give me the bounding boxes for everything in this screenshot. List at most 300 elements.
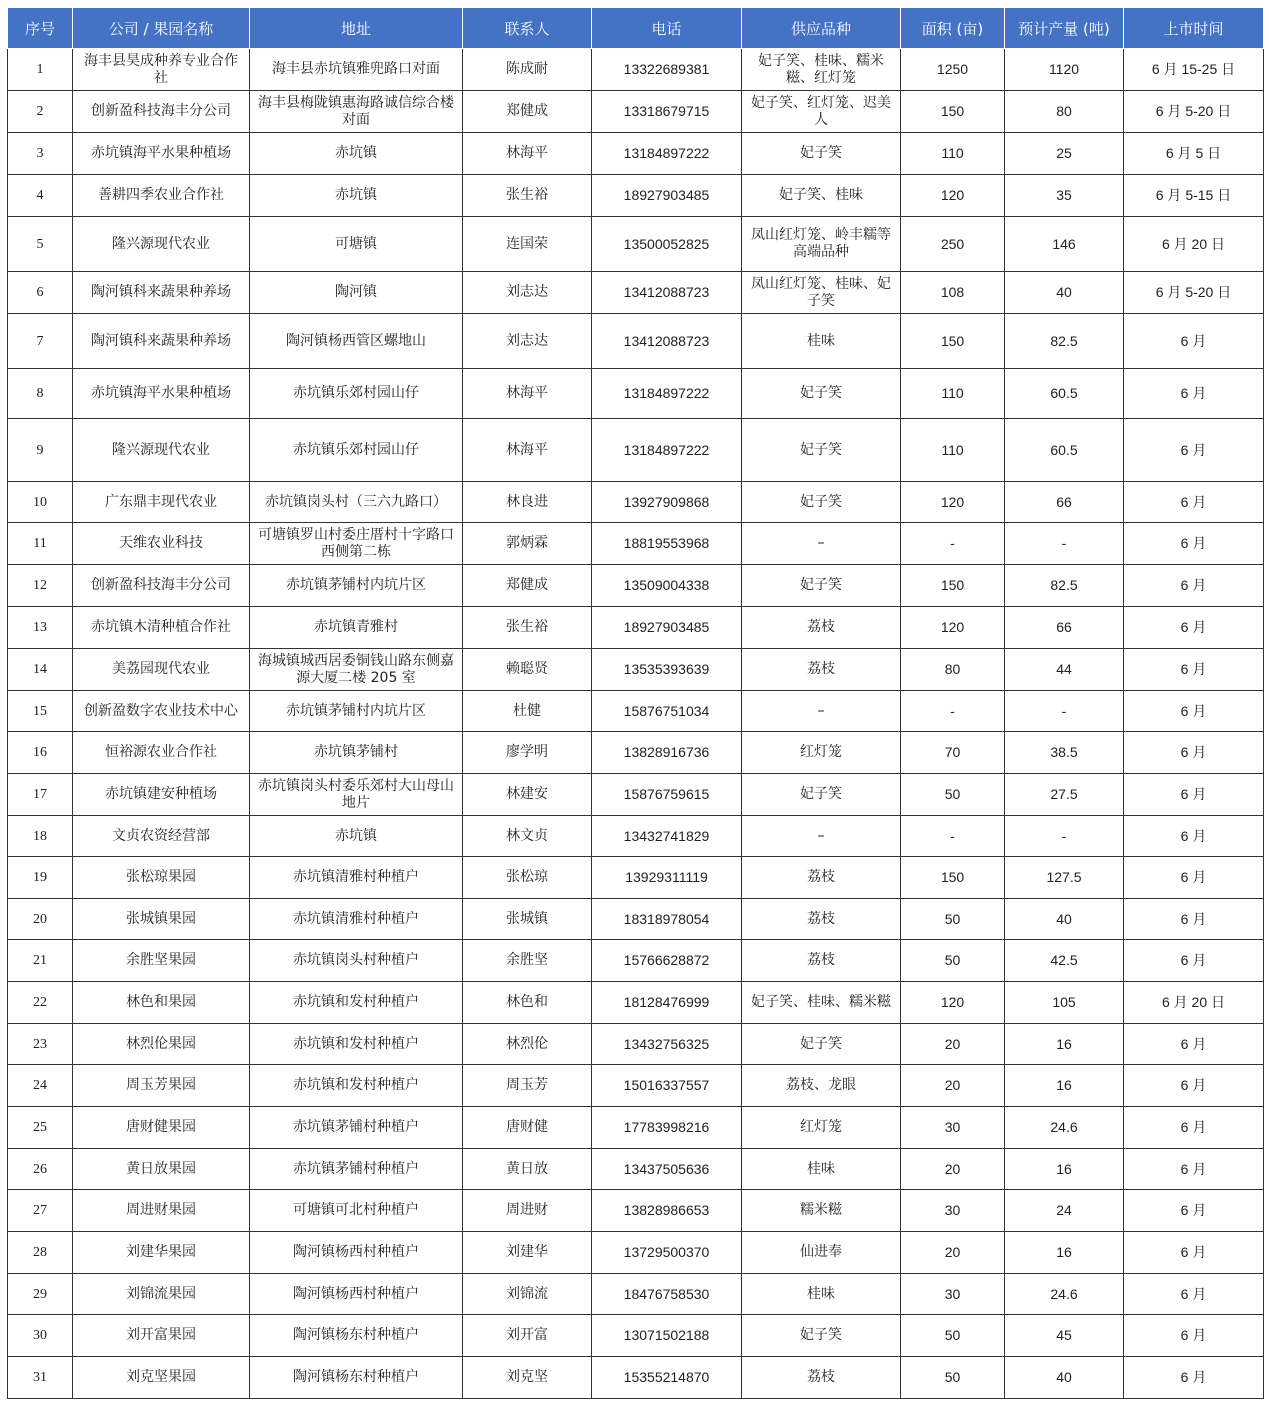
table-row xyxy=(8,982,1264,1024)
cell-phone: 15016337557 xyxy=(592,1065,742,1107)
cell-variety: 妃子笑、红灯笼、迟美人 xyxy=(742,91,901,133)
cell-area: 120 xyxy=(901,175,1005,217)
table-row xyxy=(8,91,1264,133)
cell-yield: 35 xyxy=(1005,175,1124,217)
cell-variety: 凤山红灯笼、桂味、妃子笑 xyxy=(742,272,901,314)
cell-yield: 66 xyxy=(1005,607,1124,649)
cell-address: 可塘镇可北村种植户 xyxy=(250,1190,463,1232)
cell-seq: 5 xyxy=(8,217,73,272)
cell-market-time: 6 月 xyxy=(1124,1190,1264,1232)
cell-address: 陶河镇杨西管区螺地山 xyxy=(250,314,463,369)
cell-variety: 桂味 xyxy=(742,314,901,369)
cell-phone: 18128476999 xyxy=(592,982,742,1024)
cell-contact: 刘开富 xyxy=(463,1315,592,1357)
cell-company: 善耕四季农业合作社 xyxy=(73,175,250,217)
cell-address: 陶河镇 xyxy=(250,272,463,314)
cell-yield: 105 xyxy=(1005,982,1124,1024)
cell-area: 120 xyxy=(901,607,1005,649)
cell-area: 80 xyxy=(901,649,1005,691)
cell-company: 赤坑镇海平水果种植场 xyxy=(73,369,250,419)
cell-phone: 13071502188 xyxy=(592,1315,742,1357)
cell-variety: 荔枝、龙眼 xyxy=(742,1065,901,1107)
table-row xyxy=(8,940,1264,982)
cell-phone: 13828916736 xyxy=(592,732,742,774)
cell-seq: 7 xyxy=(8,314,73,369)
cell-contact: 林海平 xyxy=(463,419,592,482)
cell-variety: – xyxy=(742,691,901,732)
table-row xyxy=(8,857,1264,899)
cell-seq: 17 xyxy=(8,774,73,816)
supplier-table xyxy=(7,7,1264,1399)
cell-company: 刘建华果园 xyxy=(73,1232,250,1274)
cell-variety: 糯米糍 xyxy=(742,1190,901,1232)
cell-yield: 60.5 xyxy=(1005,419,1124,482)
cell-company: 余胜坚果园 xyxy=(73,940,250,982)
cell-phone: 13322689381 xyxy=(592,49,742,91)
cell-area: 50 xyxy=(901,774,1005,816)
cell-address: 赤坑镇和发村种植户 xyxy=(250,982,463,1024)
table-row xyxy=(8,607,1264,649)
cell-market-time: 6 月 xyxy=(1124,523,1264,565)
cell-variety: 妃子笑 xyxy=(742,565,901,607)
cell-contact: 张松琼 xyxy=(463,857,592,899)
cell-company: 林色和果园 xyxy=(73,982,250,1024)
cell-area: 120 xyxy=(901,482,1005,523)
cell-yield: 40 xyxy=(1005,899,1124,940)
cell-phone: 13509004338 xyxy=(592,565,742,607)
cell-contact: 张生裕 xyxy=(463,175,592,217)
cell-seq: 30 xyxy=(8,1315,73,1357)
cell-market-time: 6 月 xyxy=(1124,1107,1264,1149)
cell-variety: – xyxy=(742,816,901,857)
table-row xyxy=(8,1149,1264,1190)
cell-variety: 荔枝 xyxy=(742,857,901,899)
cell-seq: 27 xyxy=(8,1190,73,1232)
cell-market-time: 6 月 xyxy=(1124,1274,1264,1315)
cell-variety: 妃子笑、桂味 xyxy=(742,175,901,217)
cell-yield: - xyxy=(1005,691,1124,732)
cell-seq: 6 xyxy=(8,272,73,314)
cell-address: 赤坑镇茅铺村内坑片区 xyxy=(250,565,463,607)
cell-phone: 18927903485 xyxy=(592,175,742,217)
cell-market-time: 6 月 xyxy=(1124,774,1264,816)
cell-yield: 127.5 xyxy=(1005,857,1124,899)
cell-phone: 13412088723 xyxy=(592,272,742,314)
cell-address: 海丰县梅陇镇惠海路诚信综合楼对面 xyxy=(250,91,463,133)
cell-contact: 刘克坚 xyxy=(463,1357,592,1399)
cell-address: 陶河镇杨西村种植户 xyxy=(250,1274,463,1315)
cell-variety: 凤山红灯笼、岭丰糯等高端品种 xyxy=(742,217,901,272)
cell-market-time: 6 月 15-25 日 xyxy=(1124,49,1264,91)
cell-company: 赤坑镇海平水果种植场 xyxy=(73,133,250,175)
cell-contact: 周进财 xyxy=(463,1190,592,1232)
cell-area: 120 xyxy=(901,982,1005,1024)
cell-address: 赤坑镇茅铺村种植户 xyxy=(250,1149,463,1190)
cell-area: 1250 xyxy=(901,49,1005,91)
cell-area: 50 xyxy=(901,899,1005,940)
cell-company: 恒裕源农业合作社 xyxy=(73,732,250,774)
cell-yield: 40 xyxy=(1005,272,1124,314)
cell-phone: 13184897222 xyxy=(592,369,742,419)
table-row xyxy=(8,1107,1264,1149)
cell-phone: 13437505636 xyxy=(592,1149,742,1190)
cell-phone: 13412088723 xyxy=(592,314,742,369)
cell-phone: 18819553968 xyxy=(592,523,742,565)
cell-phone: 13184897222 xyxy=(592,419,742,482)
cell-variety: 妃子笑 xyxy=(742,774,901,816)
cell-variety: 荔枝 xyxy=(742,607,901,649)
table-row xyxy=(8,217,1264,272)
cell-company: 海丰县昊成种养专业合作社 xyxy=(73,49,250,91)
cell-contact: 连国荣 xyxy=(463,217,592,272)
cell-yield: - xyxy=(1005,816,1124,857)
cell-market-time: 6 月 xyxy=(1124,1024,1264,1065)
cell-market-time: 6 月 xyxy=(1124,732,1264,774)
cell-address: 陶河镇杨东村种植户 xyxy=(250,1357,463,1399)
cell-contact: 郭炳霖 xyxy=(463,523,592,565)
cell-variety: 妃子笑 xyxy=(742,133,901,175)
cell-yield: 24.6 xyxy=(1005,1107,1124,1149)
cell-address: 赤坑镇乐郊村园山仔 xyxy=(250,369,463,419)
cell-seq: 26 xyxy=(8,1149,73,1190)
table-row xyxy=(8,732,1264,774)
cell-yield: 66 xyxy=(1005,482,1124,523)
table-body xyxy=(8,49,1264,1399)
cell-market-time: 6 月 xyxy=(1124,1149,1264,1190)
cell-address: 赤坑镇清雅村种植户 xyxy=(250,857,463,899)
cell-area: 70 xyxy=(901,732,1005,774)
cell-address: 赤坑镇和发村种植户 xyxy=(250,1024,463,1065)
cell-area: 108 xyxy=(901,272,1005,314)
cell-area: 110 xyxy=(901,419,1005,482)
cell-seq: 16 xyxy=(8,732,73,774)
header-market-time: 上市时间 xyxy=(1124,8,1264,49)
cell-address: 赤坑镇 xyxy=(250,133,463,175)
cell-variety: 红灯笼 xyxy=(742,1107,901,1149)
cell-market-time: 6 月 20 日 xyxy=(1124,982,1264,1024)
cell-phone: 13828986653 xyxy=(592,1190,742,1232)
cell-address: 可塘镇 xyxy=(250,217,463,272)
cell-market-time: 6 月 xyxy=(1124,1357,1264,1399)
cell-contact: 廖学明 xyxy=(463,732,592,774)
header-seq: 序号 xyxy=(8,8,73,49)
cell-variety: 妃子笑、桂味、糯米糍 xyxy=(742,982,901,1024)
cell-market-time: 6 月 5-20 日 xyxy=(1124,91,1264,133)
cell-address: 赤坑镇茅铺村 xyxy=(250,732,463,774)
cell-seq: 20 xyxy=(8,899,73,940)
cell-phone: 15766628872 xyxy=(592,940,742,982)
header-contact: 联系人 xyxy=(463,8,592,49)
cell-company: 黄日放果园 xyxy=(73,1149,250,1190)
cell-yield: 24 xyxy=(1005,1190,1124,1232)
table-row xyxy=(8,1232,1264,1274)
table-row xyxy=(8,369,1264,419)
table-row xyxy=(8,523,1264,565)
cell-address: 海城镇城西居委铜钱山路东侧嘉源大厦二楼 205 室 xyxy=(250,649,463,691)
cell-seq: 12 xyxy=(8,565,73,607)
cell-yield: 42.5 xyxy=(1005,940,1124,982)
table-row xyxy=(8,49,1264,91)
cell-seq: 14 xyxy=(8,649,73,691)
cell-phone: 13184897222 xyxy=(592,133,742,175)
cell-company: 周玉芳果园 xyxy=(73,1065,250,1107)
cell-company: 刘开富果园 xyxy=(73,1315,250,1357)
table-row xyxy=(8,482,1264,523)
cell-phone: 15355214870 xyxy=(592,1357,742,1399)
cell-area: 50 xyxy=(901,1357,1005,1399)
cell-contact: 林海平 xyxy=(463,369,592,419)
table-header-row xyxy=(8,8,1264,49)
cell-company: 张城镇果园 xyxy=(73,899,250,940)
table-row xyxy=(8,1065,1264,1107)
cell-area: 20 xyxy=(901,1024,1005,1065)
cell-contact: 林烈伦 xyxy=(463,1024,592,1065)
table-row xyxy=(8,1274,1264,1315)
cell-phone: 17783998216 xyxy=(592,1107,742,1149)
cell-phone: 13500052825 xyxy=(592,217,742,272)
cell-yield: 80 xyxy=(1005,91,1124,133)
cell-yield: 60.5 xyxy=(1005,369,1124,419)
table-row xyxy=(8,175,1264,217)
cell-seq: 24 xyxy=(8,1065,73,1107)
cell-market-time: 6 月 xyxy=(1124,899,1264,940)
cell-seq: 9 xyxy=(8,419,73,482)
cell-market-time: 6 月 5-20 日 xyxy=(1124,272,1264,314)
cell-market-time: 6 月 xyxy=(1124,1232,1264,1274)
cell-address: 赤坑镇 xyxy=(250,816,463,857)
cell-seq: 11 xyxy=(8,523,73,565)
cell-market-time: 6 月 xyxy=(1124,1065,1264,1107)
table-row xyxy=(8,133,1264,175)
cell-seq: 29 xyxy=(8,1274,73,1315)
table-row xyxy=(8,816,1264,857)
cell-yield: 16 xyxy=(1005,1232,1124,1274)
cell-yield: 146 xyxy=(1005,217,1124,272)
cell-yield: 82.5 xyxy=(1005,314,1124,369)
cell-area: 250 xyxy=(901,217,1005,272)
cell-address: 赤坑镇岗头村（三六九路口） xyxy=(250,482,463,523)
cell-contact: 杜健 xyxy=(463,691,592,732)
header-yield: 预计产量 (吨) xyxy=(1005,8,1124,49)
cell-phone: 15876759615 xyxy=(592,774,742,816)
cell-contact: 林色和 xyxy=(463,982,592,1024)
cell-market-time: 6 月 xyxy=(1124,369,1264,419)
cell-address: 可塘镇罗山村委庄厝村十字路口西侧第二栋 xyxy=(250,523,463,565)
cell-contact: 刘锦流 xyxy=(463,1274,592,1315)
cell-yield: 82.5 xyxy=(1005,565,1124,607)
cell-variety: 荔枝 xyxy=(742,940,901,982)
cell-address: 赤坑镇岗头村种植户 xyxy=(250,940,463,982)
cell-contact: 刘志达 xyxy=(463,272,592,314)
cell-contact: 林海平 xyxy=(463,133,592,175)
header-phone: 电话 xyxy=(592,8,742,49)
cell-contact: 林建安 xyxy=(463,774,592,816)
cell-variety: – xyxy=(742,523,901,565)
cell-seq: 21 xyxy=(8,940,73,982)
cell-area: 50 xyxy=(901,1315,1005,1357)
cell-area: 50 xyxy=(901,940,1005,982)
cell-seq: 31 xyxy=(8,1357,73,1399)
cell-seq: 4 xyxy=(8,175,73,217)
cell-company: 创新盈科技海丰分公司 xyxy=(73,565,250,607)
cell-area: 150 xyxy=(901,565,1005,607)
cell-yield: 27.5 xyxy=(1005,774,1124,816)
cell-area: 30 xyxy=(901,1107,1005,1149)
cell-company: 创新盈科技海丰分公司 xyxy=(73,91,250,133)
cell-contact: 张城镇 xyxy=(463,899,592,940)
cell-seq: 10 xyxy=(8,482,73,523)
table-row xyxy=(8,649,1264,691)
cell-contact: 赖聪贤 xyxy=(463,649,592,691)
cell-market-time: 6 月 xyxy=(1124,419,1264,482)
table-row xyxy=(8,899,1264,940)
cell-yield: 16 xyxy=(1005,1149,1124,1190)
cell-contact: 刘建华 xyxy=(463,1232,592,1274)
cell-seq: 18 xyxy=(8,816,73,857)
cell-company: 天维农业科技 xyxy=(73,523,250,565)
cell-yield: 40 xyxy=(1005,1357,1124,1399)
header-variety: 供应品种 xyxy=(742,8,901,49)
cell-address: 赤坑镇茅铺村内坑片区 xyxy=(250,691,463,732)
cell-address: 海丰县赤坑镇雅兜路口对面 xyxy=(250,49,463,91)
cell-market-time: 6 月 5-15 日 xyxy=(1124,175,1264,217)
cell-company: 文贞农资经营部 xyxy=(73,816,250,857)
cell-company: 赤坑镇木清种植合作社 xyxy=(73,607,250,649)
table-row xyxy=(8,1357,1264,1399)
header-company: 公司 / 果园名称 xyxy=(73,8,250,49)
cell-contact: 郑健成 xyxy=(463,565,592,607)
header-address: 地址 xyxy=(250,8,463,49)
cell-address: 陶河镇杨东村种植户 xyxy=(250,1315,463,1357)
cell-seq: 25 xyxy=(8,1107,73,1149)
cell-variety: 仙进奉 xyxy=(742,1232,901,1274)
cell-company: 赤坑镇建安种植场 xyxy=(73,774,250,816)
cell-market-time: 6 月 xyxy=(1124,607,1264,649)
cell-market-time: 6 月 xyxy=(1124,649,1264,691)
cell-company: 唐财健果园 xyxy=(73,1107,250,1149)
cell-seq: 22 xyxy=(8,982,73,1024)
cell-contact: 陈成耐 xyxy=(463,49,592,91)
table-row xyxy=(8,1190,1264,1232)
cell-phone: 13929311119 xyxy=(592,857,742,899)
cell-company: 隆兴源现代农业 xyxy=(73,419,250,482)
cell-seq: 28 xyxy=(8,1232,73,1274)
cell-area: 30 xyxy=(901,1190,1005,1232)
cell-variety: 妃子笑 xyxy=(742,369,901,419)
cell-market-time: 6 月 xyxy=(1124,565,1264,607)
cell-market-time: 6 月 20 日 xyxy=(1124,217,1264,272)
cell-variety: 桂味 xyxy=(742,1149,901,1190)
cell-contact: 郑健成 xyxy=(463,91,592,133)
cell-company: 广东鼎丰现代农业 xyxy=(73,482,250,523)
cell-address: 赤坑镇青雅村 xyxy=(250,607,463,649)
cell-contact: 林良进 xyxy=(463,482,592,523)
cell-contact: 林文贞 xyxy=(463,816,592,857)
cell-phone: 18476758530 xyxy=(592,1274,742,1315)
cell-variety: 红灯笼 xyxy=(742,732,901,774)
cell-area: - xyxy=(901,523,1005,565)
cell-market-time: 6 月 xyxy=(1124,816,1264,857)
cell-variety: 妃子笑、桂味、糯米糍、红灯笼 xyxy=(742,49,901,91)
cell-contact: 张生裕 xyxy=(463,607,592,649)
cell-company: 刘克坚果园 xyxy=(73,1357,250,1399)
cell-market-time: 6 月 xyxy=(1124,857,1264,899)
cell-contact: 刘志达 xyxy=(463,314,592,369)
cell-yield: 1120 xyxy=(1005,49,1124,91)
table-row xyxy=(8,691,1264,732)
cell-yield: 25 xyxy=(1005,133,1124,175)
cell-phone: 13729500370 xyxy=(592,1232,742,1274)
cell-company: 陶河镇科来蔬果种养场 xyxy=(73,314,250,369)
cell-market-time: 6 月 xyxy=(1124,940,1264,982)
cell-area: 20 xyxy=(901,1149,1005,1190)
cell-area: 150 xyxy=(901,91,1005,133)
cell-seq: 15 xyxy=(8,691,73,732)
cell-phone: 15876751034 xyxy=(592,691,742,732)
cell-area: - xyxy=(901,816,1005,857)
cell-variety: 妃子笑 xyxy=(742,1024,901,1065)
table-row xyxy=(8,774,1264,816)
cell-area: 30 xyxy=(901,1274,1005,1315)
cell-seq: 8 xyxy=(8,369,73,419)
cell-area: 20 xyxy=(901,1232,1005,1274)
cell-phone: 18927903485 xyxy=(592,607,742,649)
table-row xyxy=(8,419,1264,482)
cell-address: 陶河镇杨西村种植户 xyxy=(250,1232,463,1274)
cell-seq: 13 xyxy=(8,607,73,649)
cell-phone: 18318978054 xyxy=(592,899,742,940)
cell-yield: 38.5 xyxy=(1005,732,1124,774)
cell-variety: 桂味 xyxy=(742,1274,901,1315)
cell-phone: 13927909868 xyxy=(592,482,742,523)
cell-variety: 荔枝 xyxy=(742,649,901,691)
cell-yield: 44 xyxy=(1005,649,1124,691)
cell-yield: 16 xyxy=(1005,1065,1124,1107)
cell-seq: 19 xyxy=(8,857,73,899)
cell-company: 美荔园现代农业 xyxy=(73,649,250,691)
cell-variety: 妃子笑 xyxy=(742,482,901,523)
cell-address: 赤坑镇和发村种植户 xyxy=(250,1065,463,1107)
table-row xyxy=(8,314,1264,369)
cell-seq: 3 xyxy=(8,133,73,175)
cell-yield: - xyxy=(1005,523,1124,565)
cell-company: 张松琼果园 xyxy=(73,857,250,899)
cell-seq: 1 xyxy=(8,49,73,91)
cell-seq: 23 xyxy=(8,1024,73,1065)
cell-company: 刘锦流果园 xyxy=(73,1274,250,1315)
cell-yield: 45 xyxy=(1005,1315,1124,1357)
cell-market-time: 6 月 xyxy=(1124,314,1264,369)
cell-seq: 2 xyxy=(8,91,73,133)
cell-phone: 13432741829 xyxy=(592,816,742,857)
cell-variety: 荔枝 xyxy=(742,1357,901,1399)
table-row xyxy=(8,1315,1264,1357)
cell-company: 创新盈数字农业技术中心 xyxy=(73,691,250,732)
cell-company: 隆兴源现代农业 xyxy=(73,217,250,272)
cell-address: 赤坑镇乐郊村园山仔 xyxy=(250,419,463,482)
cell-area: 110 xyxy=(901,133,1005,175)
table-row xyxy=(8,1024,1264,1065)
cell-contact: 周玉芳 xyxy=(463,1065,592,1107)
cell-variety: 妃子笑 xyxy=(742,1315,901,1357)
cell-yield: 24.6 xyxy=(1005,1274,1124,1315)
cell-contact: 余胜坚 xyxy=(463,940,592,982)
cell-phone: 13535393639 xyxy=(592,649,742,691)
cell-market-time: 6 月 xyxy=(1124,691,1264,732)
cell-market-time: 6 月 5 日 xyxy=(1124,133,1264,175)
cell-area: - xyxy=(901,691,1005,732)
cell-market-time: 6 月 xyxy=(1124,482,1264,523)
